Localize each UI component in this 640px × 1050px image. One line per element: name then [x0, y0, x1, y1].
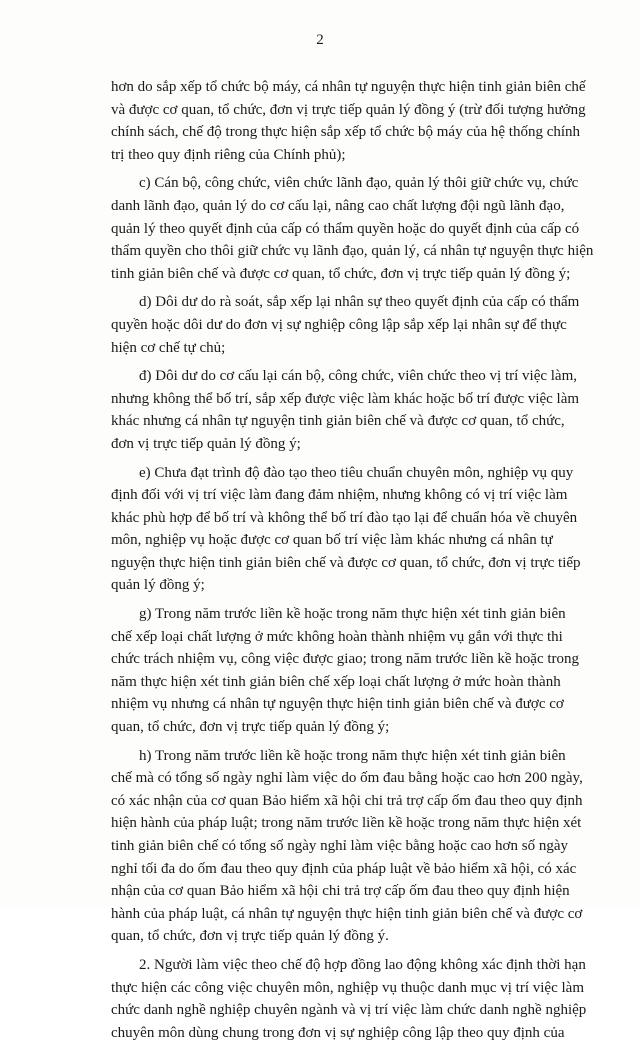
page-number: 2	[316, 32, 324, 48]
paragraph	[111, 954, 587, 1044]
text-line: 2. Người làm việc theo chế độ hợp đồng lao động không xác định thời hạn	[139, 956, 586, 973]
text-line: chức danh nghề nghiệp chuyên ngành và vị trí việc làm chức danh nghề nghiệp	[111, 1002, 587, 1019]
text-line: có xác nhận của cơ quan Bảo hiểm xã hội chi trả trợ cấp ốm đau theo quy định	[111, 792, 583, 809]
text-line: g) Trong năm trước liền kề hoặc trong năm thực hiện xét tinh giản biên	[139, 606, 566, 623]
text-line: chế xếp loại chất lượng ở mức không hoàn thành nhiệm vụ gắn với thực thi	[111, 628, 563, 645]
text-line: quan, tổ chức, đơn vị trực tiếp quản lý đồng ý;	[111, 719, 390, 736]
text-line: đ) Dôi dư do cơ cấu lại cán bộ, công chức, viên chức theo vị trí việc làm,	[139, 368, 578, 385]
paragraph	[111, 462, 581, 598]
text-line: khác nhưng cá nhân tự nguyện tinh giản biên chế và được cơ quan, tổ chức,	[111, 413, 565, 430]
text-line: chế mà có tổng số ngày nghỉ làm việc do ốm đau bằng hoặc cao hơn 200 ngày,	[111, 770, 583, 787]
text-line: quan, tổ chức, đơn vị trực tiếp quản lý đồng ý.	[111, 928, 389, 945]
text-line: c) Cán bộ, công chức, viên chức lãnh đạo, quản lý thôi giữ chức vụ, chức	[139, 175, 579, 192]
text-line: chức trách nhiệm vụ, công việc được giao; trong năm trước liền kề hoặc trong	[111, 651, 580, 668]
text-line: chính sách, chế độ trong thực hiện sắp xếp tổ chức bộ máy của hệ thống chính	[111, 124, 581, 141]
text-line: hành của pháp luật, cá nhân tự nguyện thực hiện tinh giản biên chế và được cơ	[111, 905, 583, 922]
text-line: định đối với vị trí việc làm đang đảm nhiệm, nhưng không có vị trí việc làm	[111, 487, 568, 504]
text-line: quản lý theo quyết định của cấp có thẩm quyền hoặc do quyết định của cấp có	[111, 220, 580, 237]
text-line: h) Trong năm trước liền kề hoặc trong năm thực hiện xét tinh giản biên	[139, 747, 566, 764]
paragraph	[111, 745, 583, 948]
text-line: đơn vị trực tiếp quản lý đồng ý;	[111, 435, 301, 452]
text-line: tinh giản biên chế có tổng số ngày nghỉ làm việc bằng hoặc cao hơn số ngày	[111, 838, 568, 854]
text-line: hiện cơ chế tự chủ;	[111, 339, 226, 356]
text-line: thực hiện các công việc chuyên môn, nghiệp vụ thuộc danh mục vị trí việc làm	[111, 979, 584, 996]
text-line: danh lãnh đạo, quản lý do cơ cấu lại, nâng cao chất lượng đội ngũ lãnh đạo,	[111, 197, 565, 214]
text-line: nghỉ tối đa do ốm đau theo quy định của pháp luật về bảo hiểm xã hội, có xác	[111, 860, 577, 877]
text-line: nguyện thực hiện tinh giản biên chế và được cơ quan, tổ chức, đơn vị trực tiếp	[111, 554, 581, 571]
text-line: trị theo quy định riêng của Chính phủ);	[111, 146, 346, 163]
text-line: năm thực hiện xét tinh giản biên chế xếp loại chất lượng ở mức hoàn thành	[111, 673, 561, 690]
paragraph	[111, 603, 580, 739]
text-line: hiện hành của pháp luật; trong năm trước liền kề hoặc trong năm thực hiện xét	[111, 815, 582, 832]
text-line: thẩm quyền cho thôi giữ chức vụ lãnh đạo, quản lý, cá nhân tự nguyện thực hiện	[111, 243, 594, 260]
text-line: e) Chưa đạt trình độ đào tạo theo tiêu chuẩn chuyên môn, nghiệp vụ quy	[139, 464, 574, 481]
text-line: nhưng không thể bố trí, sắp xếp được việc làm khác hoặc bố trí được việc làm	[111, 390, 580, 407]
text-line: nhận của cơ quan Bảo hiểm xã hội chi trả trợ cấp ốm đau theo quy định hiện	[111, 883, 570, 900]
paragraph	[111, 291, 580, 359]
document-body	[111, 76, 594, 1050]
text-line: và được cơ quan, tổ chức, đơn vị trực tiếp quản lý đồng ý (trừ đối tượng hưởng	[111, 101, 586, 118]
paragraph	[111, 172, 594, 285]
text-line: khác phù hợp để bố trí và không thể bố trí đào tạo lại để chuẩn hóa về chuyên	[111, 509, 578, 526]
text-line: hơn do sắp xếp tổ chức bộ máy, cá nhân tự nguyện thực hiện tinh giản biên chế	[111, 79, 586, 95]
text-line: chuyên môn dùng chung trong đơn vị sự nghiệp công lập theo quy định của	[111, 1024, 565, 1041]
text-line: môn, nghiệp vụ hoặc được cơ quan bố trí việc làm khác nhưng cá nhân tự	[111, 532, 553, 549]
paragraph	[111, 365, 580, 455]
text-line: nhiệm vụ nhưng cá nhân tự nguyện thực hiện tinh giản biên chế và được cơ	[111, 696, 564, 713]
paragraph	[111, 76, 586, 166]
text-line: quyền hoặc dôi dư do đơn vị sự nghiệp công lập sắp xếp lại nhân sự để thực	[111, 316, 567, 333]
text-line: tinh giản biên chế và được cơ quan, tổ chức, đơn vị trực tiếp quản lý đồng ý;	[111, 265, 571, 282]
text-line: d) Dôi dư do rà soát, sắp xếp lại nhân sự theo quyết định của cấp có thẩm	[139, 294, 580, 311]
text-line: quản lý đồng ý;	[111, 577, 205, 594]
